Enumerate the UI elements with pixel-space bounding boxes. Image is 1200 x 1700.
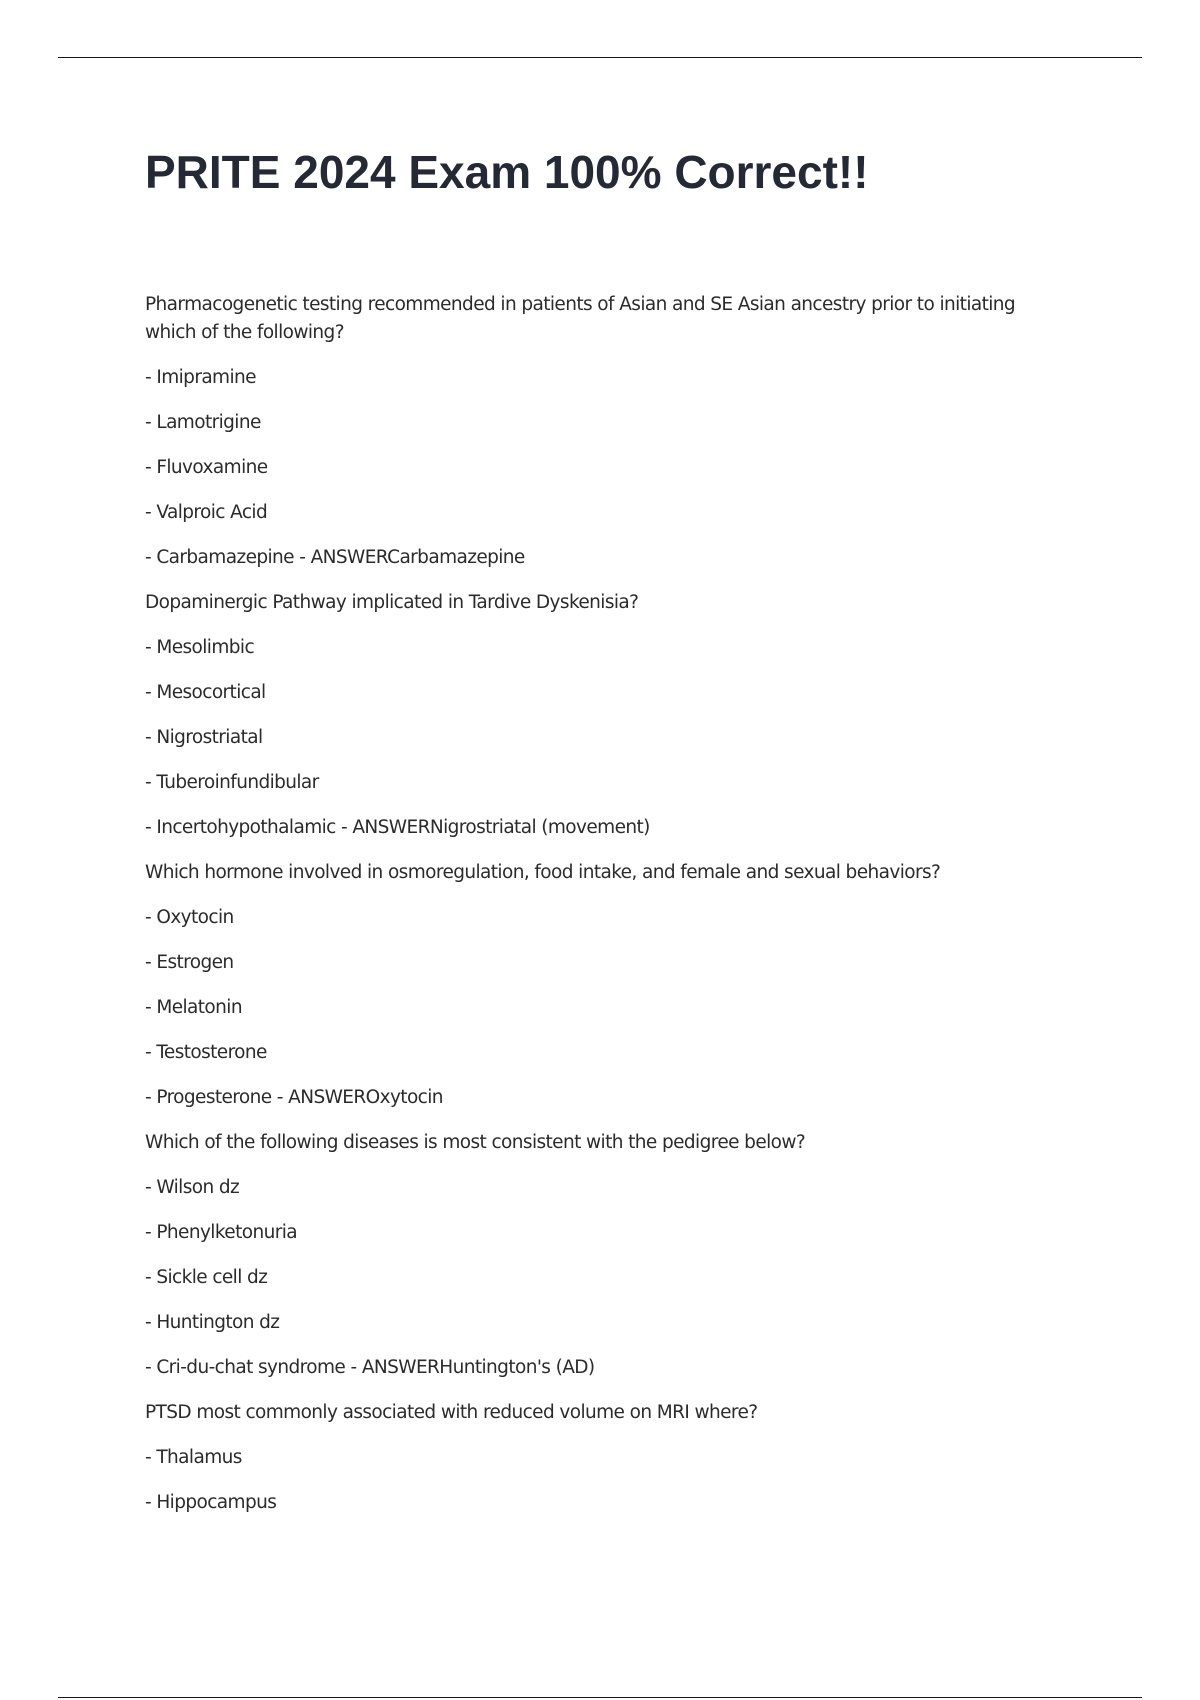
answer-option: - Wilson dz [145, 1177, 240, 1198]
answer-option: - Estrogen [145, 952, 234, 973]
answer-option: - Imipramine [145, 367, 256, 388]
answer-option: - Huntington dz [145, 1312, 280, 1333]
answer-option: - Testosterone [145, 1042, 267, 1063]
bottom-divider [58, 1697, 1142, 1698]
question-text: PTSD most commonly associated with reduced volume on MRI where? [145, 1402, 758, 1423]
question-block-2 [145, 572, 1065, 842]
question-text: Which of the following diseases is most consistent with the pedigree below? [145, 1132, 806, 1153]
answer-option: - Hippocampus [145, 1492, 277, 1513]
answer-option: - Progesterone - ANSWEROxytocin [145, 1087, 443, 1108]
answer-option: - Fluvoxamine [145, 457, 268, 478]
question-block-1 [145, 291, 1065, 572]
question-text: Which hormone involved in osmoregulation, food intake, and female and sexual behaviors? [145, 862, 941, 883]
answer-option: - Phenylketonuria [145, 1222, 297, 1243]
answer-option: - Melatonin [145, 997, 242, 1018]
question-block-3 [145, 842, 1065, 1112]
answer-option: - Valproic Acid [145, 502, 268, 523]
question-text: Pharmacogenetic testing recommended in patients of Asian and SE Asian ancestry prior to initiating which of the following? [145, 294, 1016, 343]
document-title: PRITE 2024 Exam 100% Correct!! [145, 146, 869, 198]
answer-option: - Cri-du-chat syndrome - ANSWERHuntington's (AD) [145, 1357, 595, 1378]
answer-option: - Carbamazepine - ANSWERCarbamazepine [145, 547, 525, 568]
question-block-5 [145, 1382, 1065, 1517]
answer-option: - Thalamus [145, 1447, 242, 1468]
question-block-4 [145, 1112, 1065, 1382]
answer-option: - Mesolimbic [145, 637, 255, 658]
answer-option: - Nigrostriatal [145, 727, 263, 748]
answer-option: - Mesocortical [145, 682, 266, 703]
answer-option: - Lamotrigine [145, 412, 261, 433]
answer-option: - Oxytocin [145, 907, 234, 928]
answer-option: - Incertohypothalamic - ANSWERNigrostriatal (movement) [145, 817, 650, 838]
top-divider [58, 57, 1142, 58]
answer-option: - Tuberoinfundibular [145, 772, 319, 793]
document-body [145, 291, 1065, 1517]
answer-option: - Sickle cell dz [145, 1267, 268, 1288]
question-text: Dopaminergic Pathway implicated in Tardive Dyskenisia? [145, 592, 639, 613]
